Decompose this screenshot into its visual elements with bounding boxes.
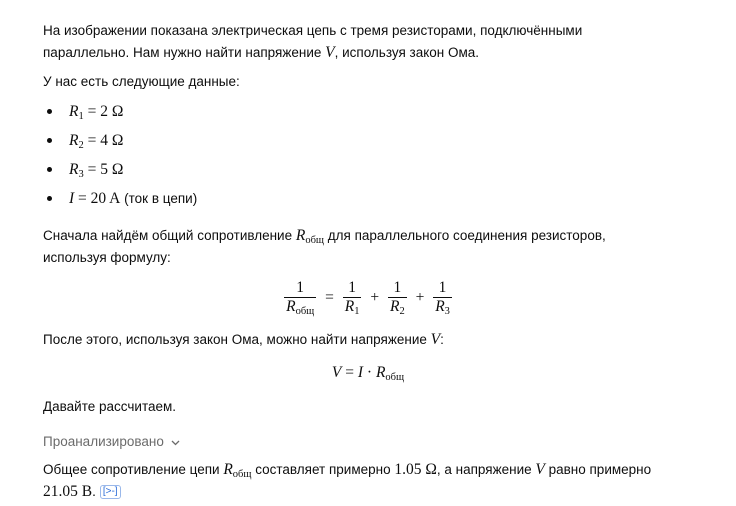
parallel-resistance-formula <box>0 279 736 316</box>
calculate-label: Давайте рассчитаем. <box>43 399 177 414</box>
voltage-symbol: V <box>325 44 335 61</box>
fraction-r2: $\frac{1}{R_2}$ <box>389 279 405 317</box>
given-item-current: I = 20 A (ток в цепи) <box>43 184 197 213</box>
given-item-r1: $R_1 = 2$ Ω <box>43 97 197 126</box>
given-item-r2: $R_2 = 4$ Ω <box>43 126 197 155</box>
bullet <box>47 196 52 201</box>
voltage-value: 21.05 В <box>43 483 93 500</box>
bullet <box>47 109 52 114</box>
fraction-r1: $\frac{1}{R_1}$ <box>344 279 360 317</box>
plus-sign: + <box>370 288 380 306</box>
current-note: (ток в цепи) <box>120 191 198 206</box>
plus-sign: + <box>415 288 425 306</box>
bullet <box>47 138 52 143</box>
total-resistance-paragraph: Сначала найдём общий сопротивление $R_{общ}$ для параллельного соединения резисторов, используя формулу: <box>43 227 606 265</box>
analyzed-label: Проанализировано <box>43 434 164 449</box>
intro-line-2-pre: параллельно. Нам нужно найти напряжение <box>43 45 326 60</box>
intro-paragraph <box>43 20 582 64</box>
given-heading: У нас есть следующие данные: <box>43 74 240 89</box>
intro-line-2-post: , используя закон Ома. <box>334 45 480 60</box>
fraction-r3: $\frac{1}{R_3}$ <box>435 279 450 317</box>
ohm-law-formula: $V = I \cdot R_{общ}$ <box>331 364 405 383</box>
given-item-r3: $R_3 = 5$ Ω <box>43 155 197 184</box>
fraction-total: $\frac{1}{R_{общ}}$ <box>286 279 315 317</box>
result-paragraph: Общее сопротивление цепи $R_{общ}$ составляет примерно 1.05 Ω, а напряжение V равно примерно 21.05 В. [>-] <box>43 461 652 500</box>
bullet <box>47 167 52 172</box>
equals-sign: = <box>325 288 334 306</box>
analyzed-toggle[interactable] <box>43 432 180 452</box>
code-citation-link[interactable]: [>-] <box>100 485 121 499</box>
ohm-law-paragraph: После этого, используя закон Ома, можно найти напряжение V: <box>43 331 444 348</box>
given-list <box>43 97 197 213</box>
intro-line-1: На изображении показана электрическая цепь с тремя резисторами, подключёнными <box>43 23 583 38</box>
chevron-down-icon <box>171 432 180 452</box>
total-resistance-value: 1.05 Ω <box>394 461 437 478</box>
